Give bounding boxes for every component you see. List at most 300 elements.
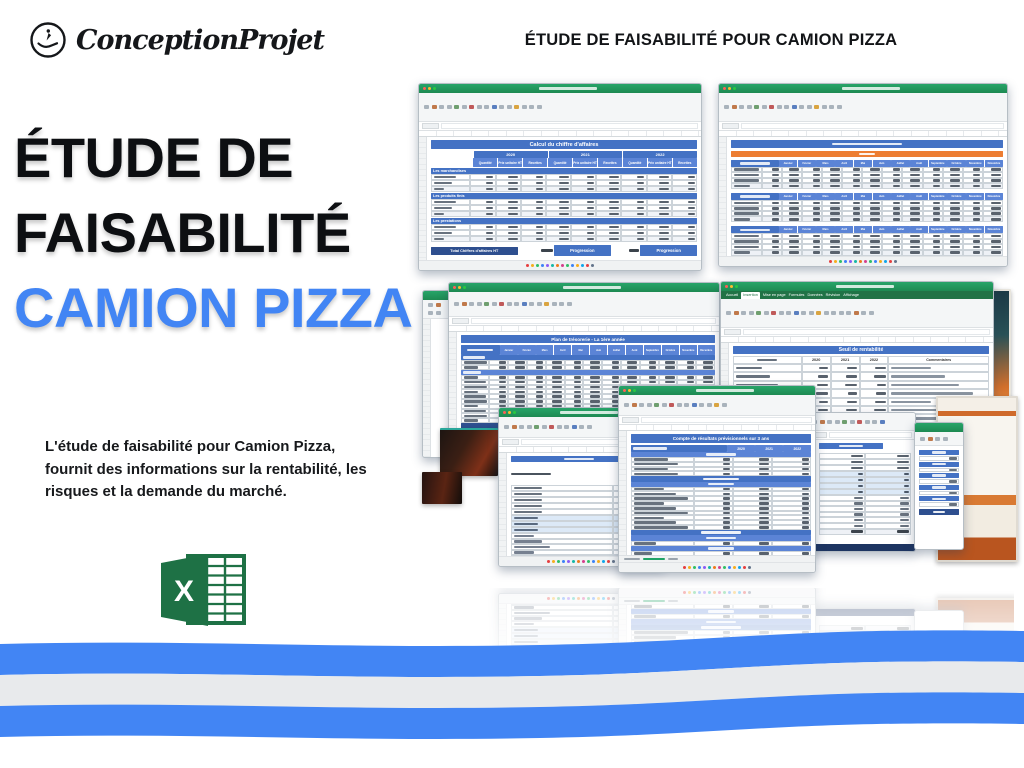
sk [897,467,909,470]
sk [893,174,900,177]
sk [870,202,880,205]
sk [688,176,695,179]
tc [802,216,822,222]
sk [634,517,664,520]
deco [561,264,564,267]
deco [428,303,433,307]
sk [659,232,669,235]
sk [434,207,452,210]
tc [842,183,862,189]
sk [514,493,542,496]
sk [802,552,809,555]
deco [807,105,812,109]
tr [431,211,697,217]
ttl [842,87,900,90]
sk [874,375,886,378]
sk [734,240,760,243]
sk [818,375,828,378]
sk [612,366,619,369]
sheet-side-calc [815,440,915,544]
window-titlebar [419,84,701,93]
sk [434,201,456,204]
sk [789,207,799,210]
tc [762,216,782,222]
tc [621,211,646,217]
brand-name: ConceptionProjet [76,24,324,56]
bluebar: 2022 [623,151,697,158]
deco [587,560,590,563]
sk [515,391,525,394]
tc [762,183,782,189]
tc [521,211,546,217]
deco [572,560,575,563]
bluebar: Avril [835,193,853,200]
bluebar [731,140,1003,148]
tc [733,372,802,380]
tr [919,502,959,507]
sk [740,229,770,232]
tc [647,186,672,192]
sk [772,235,779,238]
tc [919,502,959,507]
sk [991,168,1001,171]
sk [991,174,1001,177]
deco [792,105,797,109]
tc [782,183,802,189]
bluebar: Mars [536,345,554,355]
deco [579,425,584,429]
sk [802,493,809,496]
sk [559,176,569,179]
sk [508,176,518,179]
sk [536,238,543,241]
sk [514,511,542,514]
bluebar: Avril [835,226,853,233]
sk [587,188,594,191]
sk [688,188,695,191]
sk [734,235,760,238]
sk [802,458,809,461]
sk [536,366,543,369]
sk [910,218,920,221]
tc [527,365,546,370]
body [419,137,701,260]
sk [486,201,493,204]
tc [772,541,811,546]
sk [665,366,675,369]
sk [659,226,669,229]
sk [910,212,920,215]
deco [698,566,701,569]
deco [514,302,519,306]
bluebar: Juin [873,193,891,200]
tr [631,445,811,452]
tc [802,364,831,372]
tc [822,216,842,222]
spreadsheet-window [718,83,1008,267]
tr [461,345,715,355]
tc [902,250,922,256]
deco [857,420,862,424]
sk [514,499,542,502]
tc [461,365,489,370]
deco [748,566,751,569]
deco [458,286,461,289]
sk [789,168,799,171]
deco [522,105,527,109]
deco [536,264,539,267]
bluebar: Quantité [473,158,497,167]
deco [703,566,706,569]
tc [882,250,902,256]
sk [933,251,940,254]
sk [541,249,553,252]
sk [701,531,741,534]
sk [723,497,730,500]
deco [824,311,829,315]
sk [515,395,525,398]
sk [973,218,980,221]
sk [508,207,518,210]
sk [830,240,840,243]
tc [470,186,495,192]
deco [662,403,667,407]
sk [893,179,900,182]
sk [703,381,713,384]
sk [590,395,600,398]
bluebar: Progression [554,245,611,256]
sk [552,376,562,379]
deco [546,264,549,267]
sk [870,212,880,215]
window-ribbon [449,292,719,317]
deco [639,403,644,407]
formula-bar [449,317,719,326]
deco [809,311,814,315]
bluebar: Août [910,193,928,200]
sk [933,212,940,215]
sk [858,485,863,488]
sk [486,176,493,179]
bluebar: Janvier [779,193,797,200]
sk [991,246,1001,249]
tc [963,216,983,222]
tc [731,216,762,222]
gut [619,431,627,555]
deco [864,260,867,263]
bluebar: Septembre [929,160,947,167]
window-ribbon [719,93,1007,122]
sk [514,505,542,508]
tc [831,372,860,380]
deco [454,105,459,109]
sk [734,179,760,182]
deco [726,311,731,315]
tc [431,236,470,242]
tc [596,186,621,192]
tc [860,398,889,406]
bluebar: Recettes [673,158,697,167]
deco [514,105,519,109]
bluebar [919,450,959,455]
bluebar: Les marchandises [431,168,697,174]
deco [576,264,579,267]
deco [424,105,429,109]
window-titlebar [719,84,1007,93]
sk [910,202,920,205]
tr [731,193,1003,200]
sk [536,207,543,210]
mac-dock [619,562,815,572]
sk [846,375,857,378]
sk [991,212,1001,215]
sk [772,202,779,205]
deco: Accueil [726,293,739,297]
sheet-mini [915,446,963,549]
deco [777,105,782,109]
bluebar: Calcul du chiffre d'affaires [431,140,697,149]
sk [612,381,619,384]
bluebar: Progression [640,245,697,256]
tc [919,456,959,461]
sk [536,376,543,379]
sk [649,361,656,364]
sk [991,185,1001,188]
sk [973,246,980,249]
deco [733,566,736,569]
ttl [836,285,894,288]
tc [963,250,983,256]
sk [789,218,799,221]
sk [851,461,863,464]
deco [508,411,511,414]
sk [854,508,863,511]
deco [441,123,698,129]
sk [515,366,525,369]
sk [933,168,940,171]
sk [464,395,486,398]
bluebar: Novembre [966,226,984,233]
sk [434,213,444,216]
deco [431,151,473,158]
sk [759,458,769,461]
deco [641,417,812,423]
sk [643,558,665,561]
sk [688,201,695,204]
tc [431,186,470,192]
hero-title-line3: CAMION PIZZA [14,276,413,339]
tc [782,250,802,256]
bluebar: Octobre [947,226,965,233]
deco [894,260,897,263]
deco [850,420,855,424]
sk [634,507,676,510]
sk [587,182,594,185]
tr [731,183,1003,189]
tr [731,216,1003,222]
deco [522,302,527,306]
sk [759,502,769,505]
sk [950,168,960,171]
deco [447,105,452,109]
tc [733,541,772,546]
gut [419,137,427,260]
sk [759,526,769,529]
sk [910,207,920,210]
bluebar: Septembre [929,193,947,200]
sk [514,523,538,526]
tc [602,365,621,370]
deco [844,260,847,263]
sk [893,240,900,243]
sk [973,202,980,205]
body [719,137,1007,256]
tc [822,183,842,189]
sk [950,174,960,177]
deco [452,318,469,324]
bluebar: Mars [816,160,834,167]
deco [499,105,504,109]
sk [536,213,543,216]
sk [933,179,940,182]
sk [687,381,694,384]
sk [486,207,493,210]
bluebar: Août [910,160,928,167]
tc [963,183,983,189]
deco [428,311,433,315]
sk [486,238,493,241]
sk [851,530,863,533]
sk [854,497,863,500]
sk [734,251,750,254]
sk [973,179,980,182]
sk [802,521,809,524]
sk [734,202,760,205]
deco [739,105,744,109]
sheet-budget-mensuel [727,137,1007,256]
sk [736,375,770,378]
bluebar: Plan de trésorerie - La 1ère année [461,335,715,343]
sk [687,361,694,364]
deco [741,311,746,315]
deco [718,566,721,569]
bluebar: Janvier [779,226,797,233]
deco [607,560,610,563]
deco [557,560,560,563]
sk [734,207,760,210]
sk [736,367,762,370]
tr [819,529,911,535]
sk [853,174,860,177]
sk [434,182,452,185]
deco [526,264,529,267]
sk [687,366,694,369]
sk [853,202,860,205]
sk [950,179,960,182]
deco [738,566,741,569]
sk [633,447,667,450]
deco [612,560,615,563]
sk [893,207,900,210]
sk [467,349,493,352]
sk [973,235,980,238]
sk [723,488,730,491]
sk [893,218,900,221]
sk [559,232,569,235]
sk [950,212,960,215]
tc [518,247,554,255]
sk [832,143,902,146]
deco [854,260,857,263]
sk [772,207,779,210]
sk [723,473,730,476]
deco [688,566,691,569]
sk [839,445,863,448]
sk [434,226,456,229]
bluebar: Décembre [985,193,1003,200]
sk [772,174,779,177]
tr [919,456,959,461]
sk [830,246,840,249]
tc [496,236,521,242]
tc [919,491,959,496]
deco [549,425,554,429]
bluebar: Total Chiffres d'affaires HT [431,247,518,255]
bluebar: Mars [816,226,834,233]
sk [590,391,600,394]
deco [527,425,532,429]
bluebar [731,160,779,167]
deco [587,425,592,429]
deco [602,560,605,563]
sk [552,391,562,394]
tc [496,211,521,217]
sk [932,474,946,477]
sk [991,202,1001,205]
sk [830,218,840,221]
sk [723,458,730,461]
tc [733,525,772,530]
tr [731,250,1003,256]
bluebar: Février [798,226,816,233]
deco [537,302,542,306]
sk [508,232,518,235]
deco [859,260,862,263]
tc [983,183,1003,189]
sk [514,529,538,532]
sk [609,226,619,229]
deco [735,285,738,288]
deco [542,425,547,429]
sk [559,207,569,210]
hero-title-line1: ÉTUDE DE [14,126,294,189]
tc [860,364,889,372]
sk [564,458,594,461]
deco [722,123,739,129]
deco [741,123,1004,129]
deco [779,311,784,315]
deco [801,311,806,315]
deco [869,311,874,315]
sk [789,235,799,238]
mac-dock [719,256,1007,266]
deco [556,264,559,267]
deco [503,411,506,414]
sk [627,376,637,379]
sk [772,218,779,221]
deco [723,566,726,569]
tc [431,211,470,217]
